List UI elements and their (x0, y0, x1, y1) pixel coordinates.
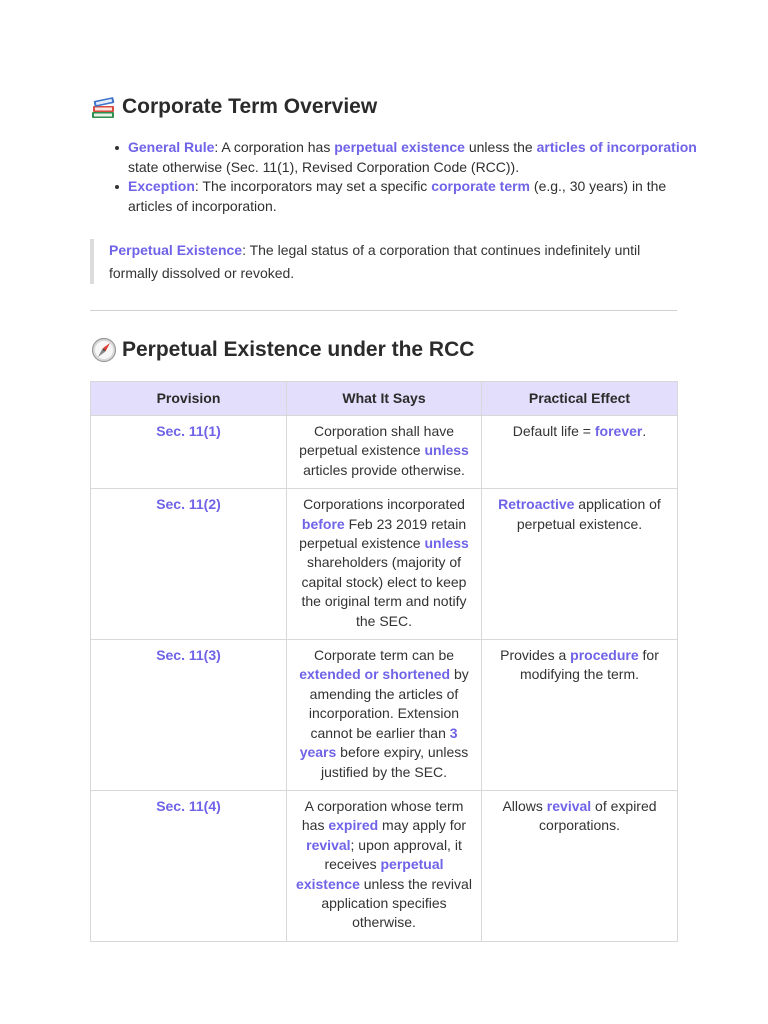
highlighted-term: 3 years (299, 724, 458, 761)
practical-effect-cell (482, 416, 678, 489)
what-it-says-cell (287, 790, 482, 941)
highlighted-term: corporate term (431, 178, 531, 194)
text-run: Provides a (500, 647, 571, 664)
section-title-text: Perpetual Existence under the RCC (122, 338, 475, 361)
text-run: : The legal status of a corporation that continues indefinitely until formally dissolved or revoked. (109, 242, 641, 281)
highlighted-term: General Rule (128, 139, 215, 155)
highlighted-term: Exception (128, 178, 195, 194)
text-run: : A corporation has (214, 139, 335, 155)
text-run: Corporate term can be (313, 647, 455, 664)
text-run: Default life = (512, 423, 595, 439)
highlighted-term: articles of incorporation (536, 139, 697, 155)
column-header: Provision (91, 382, 287, 416)
provision-cell: Sec. 11(1) (91, 416, 287, 489)
highlighted-term: Perpetual Existence (109, 242, 243, 258)
text-run: articles provide otherwise. (303, 461, 465, 478)
definition-blockquote (90, 239, 676, 284)
provision-cell: Sec. 11(3) (91, 640, 287, 791)
text-run: Feb 23 2019 retain perpetual existence (299, 515, 467, 552)
highlighted-term: forever (594, 423, 643, 439)
table-row (91, 790, 678, 941)
text-run: . (642, 423, 647, 439)
section-title-corporate-term-overview (90, 94, 377, 120)
horizontal-divider (90, 310, 677, 311)
bullet-general-rule (128, 138, 698, 177)
highlighted-term: revival (306, 836, 351, 853)
what-it-says-cell (287, 489, 482, 640)
text-run: may apply for (378, 817, 467, 834)
table-row (91, 489, 678, 640)
practical-effect-cell (482, 790, 678, 941)
highlighted-term: expired (328, 817, 379, 834)
what-it-says-cell (287, 640, 482, 791)
text-run: application of perpetual existence. (516, 496, 661, 532)
text-run: for modifying the term. (519, 647, 659, 683)
provision-cell: Sec. 11(2) (91, 489, 287, 640)
text-run: Allows (502, 797, 547, 814)
what-it-says-cell (287, 416, 482, 489)
highlighted-term: perpetual existence (296, 856, 444, 892)
text-run: : The incorporators may set a specific (194, 178, 432, 194)
highlighted-term: perpetual existence (334, 139, 465, 155)
practical-effect-cell (482, 489, 678, 640)
section-title-perpetual-existence (90, 337, 474, 363)
text-run: by amending the articles of incorporation. Extension cannot be earlier than (308, 666, 469, 741)
overview-bullet-list (90, 138, 698, 216)
text-run: Corporation shall have perpetual existence (299, 423, 455, 459)
text-run: before expiry, unless justified by the SEC. (320, 744, 469, 780)
provision-cell: Sec. 11(4) (91, 790, 287, 941)
text-run: A corporation whose term has (301, 797, 464, 834)
text-run: (e.g., 30 years) in the articles of incorporation. (128, 178, 667, 214)
table-row (91, 416, 678, 489)
text-run: state otherwise (Sec. 11(1), Revised Corporation Code (RCC)). (128, 158, 520, 175)
bullet-exception (128, 177, 698, 216)
text-run: ; upon approval, it receives (324, 836, 462, 873)
highlighted-term: procedure (570, 647, 639, 664)
text-run: shareholders (majority of capital stock) elect to keep the original term and notify the SEC. (301, 554, 467, 629)
text-run: Corporations incorporated (303, 496, 465, 513)
rcc-provisions-table (90, 381, 678, 942)
section-title-text: Corporate Term Overview (122, 95, 378, 118)
highlighted-term: unless (424, 535, 469, 552)
practical-effect-cell (482, 640, 678, 791)
highlighted-term: extended or shortened (299, 666, 451, 683)
highlighted-term: revival (546, 797, 592, 814)
compass-icon (90, 337, 118, 363)
column-header: Practical Effect (482, 382, 678, 416)
table-header-row (91, 382, 678, 416)
highlighted-term: Retroactive (498, 496, 575, 513)
column-header: What It Says (287, 382, 482, 416)
table-row (91, 640, 678, 791)
books-icon (90, 94, 118, 120)
highlighted-term: before (301, 515, 345, 532)
text-run: of expired corporations. (539, 797, 657, 834)
highlighted-term: unless (424, 442, 469, 459)
text-run: unless the (464, 139, 537, 155)
text-run: unless the revival application specifies otherwise. (321, 875, 472, 931)
